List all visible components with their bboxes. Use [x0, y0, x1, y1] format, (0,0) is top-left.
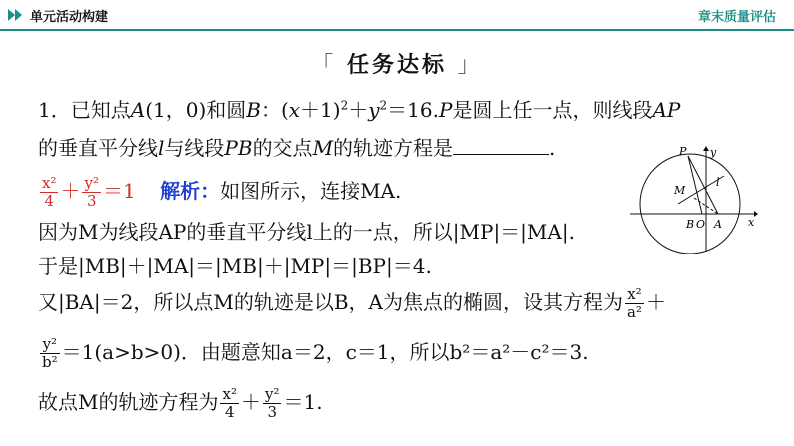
section-title: [0, 48, 794, 79]
answer-fraction-x: [40, 175, 58, 210]
numerator: y²: [40, 336, 60, 354]
header-right-label[interactable]: 章末质量评估: [697, 10, 776, 25]
denominator: 4: [44, 192, 55, 210]
label-x: x: [748, 216, 755, 229]
circle-B: [640, 154, 740, 254]
fraction: [263, 386, 282, 421]
bracket-open: 「: [311, 53, 337, 78]
label-B: B: [686, 218, 695, 231]
solution-line-2: 于是|MB|＋|MA|＝|MB|＋|MP|＝|BP|＝4.: [38, 254, 432, 278]
solution-line-1: 因为M为线段AP的垂直平分线l上的一点，所以|MP|＝|MA|.: [38, 220, 575, 244]
problem-line-1: [38, 94, 680, 123]
geometry-figure: [626, 146, 758, 254]
label-A: A: [714, 218, 722, 231]
var: l: [158, 136, 165, 160]
text: .: [549, 136, 556, 160]
play-arrow-icon: [15, 9, 22, 21]
var: AP: [652, 98, 681, 122]
fraction: [625, 286, 644, 321]
denominator: 3: [86, 192, 97, 210]
numerator: x²: [625, 286, 644, 304]
text: 又|BA|＝2，所以点M的轨迹是以B，A为焦点的椭圆，设其方程为: [38, 290, 623, 314]
var: B: [246, 98, 261, 122]
text: ＝1(a>b>0)．由题意知a＝2，c＝1，所以b²＝a²－c²＝3.: [61, 340, 589, 364]
play-arrow-icon: [8, 9, 15, 21]
label-P: P: [679, 146, 687, 158]
header-bar: [0, 0, 794, 30]
problem-line-2: [38, 132, 555, 161]
numerator: x²: [42, 174, 57, 192]
text: ＋: [645, 290, 666, 314]
text: ＝1.: [283, 390, 323, 414]
label-M: M: [674, 184, 686, 197]
fraction: [40, 336, 60, 371]
text: ＋1): [300, 98, 341, 122]
text: 已知点: [70, 98, 131, 122]
denominator: a²: [626, 303, 642, 321]
text: (1，0)和圆: [145, 98, 247, 122]
text: 的垂直平分线: [38, 136, 158, 160]
var: x: [288, 98, 301, 122]
label-y: y: [710, 146, 717, 159]
bracket-close: 」: [457, 53, 483, 78]
label-O: O: [696, 218, 706, 231]
text: 的交点: [252, 136, 313, 160]
text: ＋: [348, 98, 369, 122]
header-left-label[interactable]: 单元活动构建: [30, 10, 109, 25]
x-axis-arrow-icon: [754, 211, 758, 217]
text: 的轨迹方程是: [333, 136, 454, 160]
solution-line-4: [38, 336, 589, 371]
var: PB: [224, 136, 253, 160]
problem-number: 1．: [38, 98, 71, 122]
denominator: 3: [267, 403, 277, 421]
numerator: y²: [264, 385, 280, 403]
text: 故点M的轨迹方程为: [38, 390, 219, 414]
var: y: [368, 98, 380, 122]
text: 与线段: [164, 136, 225, 160]
label-l: l: [716, 176, 720, 189]
var: A: [130, 98, 146, 122]
answer-fraction-y: [82, 175, 101, 210]
solution-label: 解析：: [160, 179, 221, 203]
answer-eq: ＝1: [102, 179, 136, 203]
numerator: y²: [84, 174, 99, 192]
answer-plus: ＋: [60, 179, 81, 203]
text: 是圆上任一点，则线段: [452, 98, 653, 122]
exponent: 2: [379, 98, 388, 113]
y-axis-arrow-icon: [703, 146, 709, 151]
solution-line-3: [38, 286, 666, 321]
text: ：(: [260, 98, 289, 122]
answer-blank[interactable]: [453, 134, 549, 155]
segment-PB: [688, 156, 702, 214]
denominator: b²: [42, 353, 58, 371]
header-divider: [0, 29, 794, 31]
numerator: x²: [222, 385, 237, 403]
denominator: 4: [224, 403, 235, 421]
solution-intro: 如图所示，连接MA.: [220, 179, 402, 203]
var: M: [312, 136, 334, 160]
solution-line-5: [38, 386, 323, 421]
section-title-text: 任务达标: [346, 53, 447, 78]
text: ＋: [240, 390, 261, 414]
var: P: [438, 98, 453, 122]
text: ＝16.: [387, 98, 439, 122]
exponent: 2: [340, 98, 349, 113]
segment-PA: [688, 156, 718, 214]
fraction: [220, 386, 238, 421]
answer-line: [38, 175, 401, 210]
